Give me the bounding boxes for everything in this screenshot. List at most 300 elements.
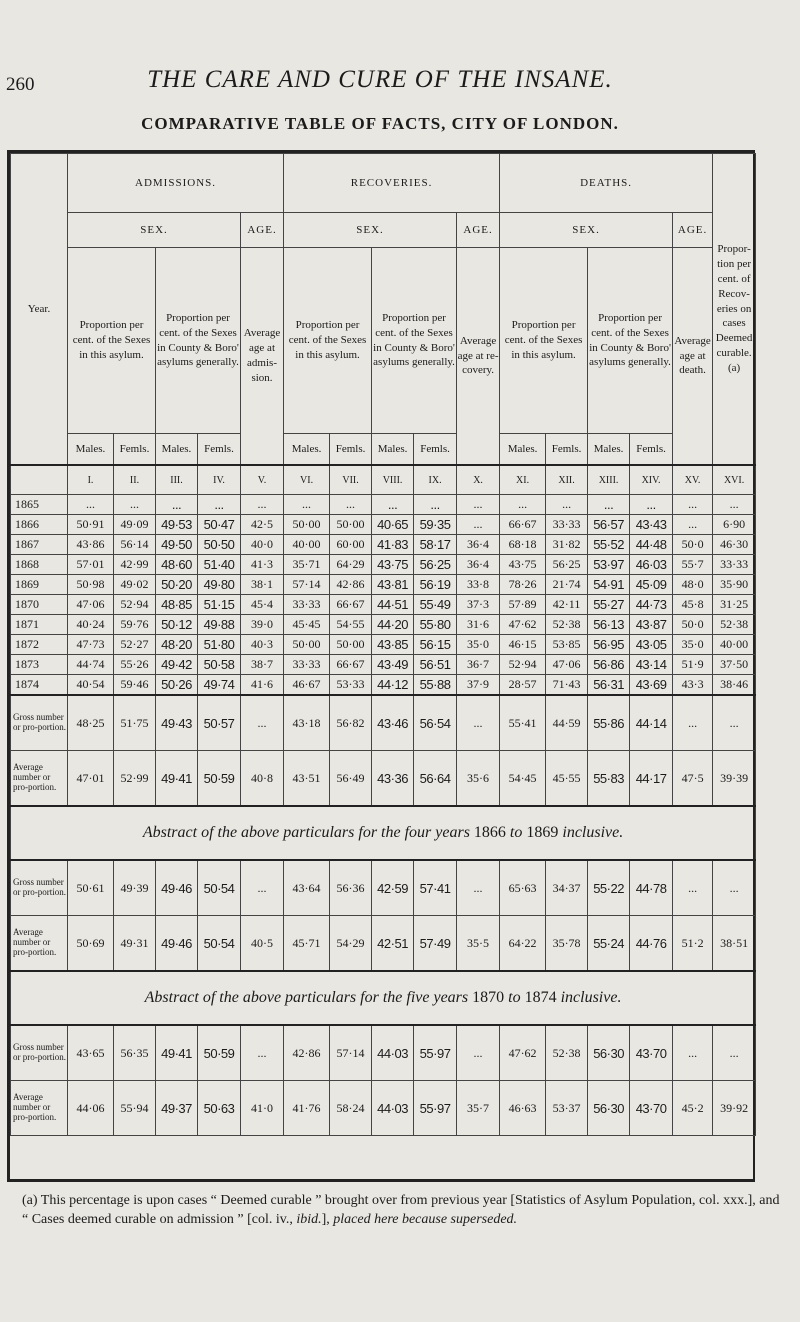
value-cell: 46·03: [630, 555, 673, 575]
value-cell: 58·17: [414, 535, 457, 555]
footnote-text: (a) This percentage is upon cases “ Deemed curable ” brought over from previous year [Statistics of Asylum Population, col. xxx.], and “ Cases deemed curable on admission ” [col. iv.,: [22, 1193, 780, 1227]
value-cell: 43·85: [372, 635, 414, 655]
abstract-to: 1869: [526, 824, 559, 841]
page-header: [0, 62, 800, 102]
value-cell: 43·65: [68, 1025, 114, 1081]
column-number: VI.: [284, 465, 330, 495]
value-cell: 50·54: [198, 916, 241, 972]
value-cell: ...: [241, 695, 284, 751]
value-cell: 66·67: [500, 515, 546, 535]
adm-prop-county-header: Proportion per cent. of the Sexes in County & Boro' asylums generally.: [156, 248, 241, 434]
value-cell: ...: [114, 495, 156, 515]
footnote-text-2: ],: [321, 1211, 334, 1227]
value-cell: 48·85: [156, 595, 198, 615]
adm-prop-asylum-header: Proportion per cent. of the Sexes in this asylum.: [68, 248, 156, 434]
femls-header: Femls.: [114, 434, 156, 466]
page-number: 260: [6, 74, 35, 95]
value-cell: 41·83: [372, 535, 414, 555]
value-cell: 48·0: [673, 575, 713, 595]
deaths-sex-header: SEX.: [500, 213, 673, 248]
value-cell: 38·7: [241, 655, 284, 675]
yearly-rows: [11, 465, 756, 695]
comparative-table: [10, 153, 756, 1136]
year-cell: 1871: [11, 615, 68, 635]
value-cell: 50·0: [673, 615, 713, 635]
average-row: [11, 916, 756, 972]
value-cell: 53·37: [546, 1081, 588, 1136]
value-cell: 43·70: [630, 1081, 673, 1136]
value-cell: 56·14: [114, 535, 156, 555]
value-cell: 44·20: [372, 615, 414, 635]
year-cell: 1866: [11, 515, 68, 535]
column-number: IX.: [414, 465, 457, 495]
table-row: [11, 575, 756, 595]
value-cell: 49·80: [198, 575, 241, 595]
value-cell: 37·3: [457, 595, 500, 615]
year-cell: 1872: [11, 635, 68, 655]
value-cell: 57·14: [330, 1025, 372, 1081]
abstract-heading-row: [11, 806, 756, 860]
value-cell: 51·80: [198, 635, 241, 655]
abstract-to: 1874: [524, 989, 557, 1006]
value-cell: 50·26: [156, 675, 198, 696]
value-cell: 49·46: [156, 916, 198, 972]
column-numbers-row: [11, 465, 756, 495]
value-cell: 49·88: [198, 615, 241, 635]
column-number: I.: [68, 465, 114, 495]
value-cell: 40·3: [241, 635, 284, 655]
value-cell: 57·49: [414, 916, 457, 972]
value-cell: 68·18: [500, 535, 546, 555]
value-cell: 44·74: [68, 655, 114, 675]
gross-label: Gross number or pro-portion.: [11, 695, 68, 751]
males-header: Males.: [372, 434, 414, 466]
average-row: [11, 1081, 756, 1136]
column-number: XII.: [546, 465, 588, 495]
value-cell: 57·14: [284, 575, 330, 595]
value-cell: 51·15: [198, 595, 241, 615]
value-cell: 35·0: [457, 635, 500, 655]
value-cell: 43·64: [284, 860, 330, 916]
gross-label: Gross number or pro-portion.: [11, 860, 68, 916]
column-number: X.: [457, 465, 500, 495]
value-cell: 36·4: [457, 555, 500, 575]
value-cell: 40·65: [372, 515, 414, 535]
value-cell: 55·83: [588, 751, 630, 807]
value-cell: ...: [457, 860, 500, 916]
value-cell: 43·14: [630, 655, 673, 675]
value-cell: 56·13: [588, 615, 630, 635]
value-cell: 57·01: [68, 555, 114, 575]
table-title: COMPARATIVE TABLE OF FACTS, CITY OF LONDON.: [141, 114, 619, 133]
value-cell: 45·09: [630, 575, 673, 595]
table-row: [11, 535, 756, 555]
value-cell: 36·4: [457, 535, 500, 555]
year-cell: 1873: [11, 655, 68, 675]
value-cell: 39·0: [241, 615, 284, 635]
value-cell: 54·91: [588, 575, 630, 595]
value-cell: 48·60: [156, 555, 198, 575]
femls-header: Femls.: [198, 434, 241, 466]
year-cell: 1865: [11, 495, 68, 515]
value-cell: 46·30: [713, 535, 756, 555]
value-cell: 71·43: [546, 675, 588, 696]
value-cell: 49·50: [156, 535, 198, 555]
value-cell: 55·24: [588, 916, 630, 972]
value-cell: 6·90: [713, 515, 756, 535]
value-cell: 38·46: [713, 675, 756, 696]
value-cell: 50·69: [68, 916, 114, 972]
value-cell: 41·3: [241, 555, 284, 575]
table-row: [11, 495, 756, 515]
gross-row: [11, 695, 756, 751]
rec-prop-county-header: Proportion per cent. of the Sexes in County & Boro' asylums generally.: [372, 248, 457, 434]
year-cell: 1867: [11, 535, 68, 555]
value-cell: 50·91: [68, 515, 114, 535]
abstract-to_word: to: [504, 989, 525, 1006]
value-cell: 50·47: [198, 515, 241, 535]
value-cell: 44·12: [372, 675, 414, 696]
value-cell: 40·5: [241, 916, 284, 972]
value-cell: ...: [588, 495, 630, 515]
value-cell: ...: [156, 495, 198, 515]
value-cell: 50·59: [198, 751, 241, 807]
value-cell: 48·25: [68, 695, 114, 751]
value-cell: 49·46: [156, 860, 198, 916]
value-cell: 52·99: [114, 751, 156, 807]
gross-row: [11, 1025, 756, 1081]
value-cell: 35·71: [284, 555, 330, 575]
value-cell: 44·51: [372, 595, 414, 615]
value-cell: 46·67: [284, 675, 330, 696]
column-number: V.: [241, 465, 284, 495]
value-cell: 38·51: [713, 916, 756, 972]
value-cell: ...: [330, 495, 372, 515]
value-cell: 49·41: [156, 1025, 198, 1081]
recoveries-sex-header: SEX.: [284, 213, 457, 248]
value-cell: ...: [241, 860, 284, 916]
value-cell: 53·85: [546, 635, 588, 655]
value-cell: ...: [457, 495, 500, 515]
value-cell: ...: [241, 1025, 284, 1081]
value-cell: ...: [457, 695, 500, 751]
abstract-prefix: Abstract of the above particulars for the five years: [144, 989, 473, 1006]
value-cell: 56·49: [330, 751, 372, 807]
value-cell: 43·46: [372, 695, 414, 751]
value-cell: 55·97: [414, 1081, 457, 1136]
value-cell: ...: [284, 495, 330, 515]
value-cell: 55·97: [414, 1025, 457, 1081]
value-cell: 49·74: [198, 675, 241, 696]
value-cell: 36·7: [457, 655, 500, 675]
value-cell: 64·29: [330, 555, 372, 575]
value-cell: 40·00: [713, 635, 756, 655]
value-cell: 44·78: [630, 860, 673, 916]
admissions-header: ADMISSIONS.: [68, 154, 284, 213]
value-cell: 65·63: [500, 860, 546, 916]
value-cell: ...: [372, 495, 414, 515]
value-cell: 56·64: [414, 751, 457, 807]
value-cell: 66·67: [330, 655, 372, 675]
value-cell: 42·86: [330, 575, 372, 595]
value-cell: 55·52: [588, 535, 630, 555]
value-cell: 43·75: [372, 555, 414, 575]
value-cell: 45·4: [241, 595, 284, 615]
abstract-heading-row: [11, 971, 756, 1025]
dth-prop-county-header: Proportion per cent. of the Sexes in County & Boro' asylums generally.: [588, 248, 673, 434]
value-cell: 49·41: [156, 751, 198, 807]
value-cell: 43·43: [630, 515, 673, 535]
value-cell: ...: [68, 495, 114, 515]
value-cell: 49·31: [114, 916, 156, 972]
value-cell: 52·38: [713, 615, 756, 635]
value-cell: 49·39: [114, 860, 156, 916]
value-cell: 55·41: [500, 695, 546, 751]
value-cell: 52·94: [500, 655, 546, 675]
value-cell: 56·30: [588, 1025, 630, 1081]
value-cell: ...: [713, 695, 756, 751]
abstract-suffix: inclusive.: [558, 824, 624, 841]
value-cell: ...: [241, 495, 284, 515]
column-number: VII.: [330, 465, 372, 495]
column-number: VIII.: [372, 465, 414, 495]
value-cell: 54·55: [330, 615, 372, 635]
value-cell: ...: [713, 860, 756, 916]
value-cell: 43·86: [68, 535, 114, 555]
value-cell: ...: [457, 515, 500, 535]
value-cell: 56·86: [588, 655, 630, 675]
value-cell: 58·24: [330, 1081, 372, 1136]
value-cell: 59·46: [114, 675, 156, 696]
value-cell: 44·59: [546, 695, 588, 751]
value-cell: 50·00: [284, 635, 330, 655]
footnote-ibid: ibid.: [296, 1211, 322, 1227]
value-cell: 56·95: [588, 635, 630, 655]
avg-death-header: Average age at death.: [673, 248, 713, 466]
deaths-age-header: AGE.: [673, 213, 713, 248]
value-cell: 49·53: [156, 515, 198, 535]
value-cell: 56·57: [588, 515, 630, 535]
value-cell: 56·30: [588, 1081, 630, 1136]
value-cell: ...: [673, 1025, 713, 1081]
value-cell: ...: [673, 860, 713, 916]
value-cell: ...: [713, 1025, 756, 1081]
column-number: III.: [156, 465, 198, 495]
value-cell: 39·92: [713, 1081, 756, 1136]
year-cell: 1869: [11, 575, 68, 595]
value-cell: 45·2: [673, 1081, 713, 1136]
femls-header: Femls.: [630, 434, 673, 466]
value-cell: 51·9: [673, 655, 713, 675]
value-cell: 40·24: [68, 615, 114, 635]
value-cell: 52·38: [546, 1025, 588, 1081]
dth-prop-asylum-header: Proportion per cent. of the Sexes in this asylum.: [500, 248, 588, 434]
value-cell: 33·33: [284, 655, 330, 675]
value-cell: 55·22: [588, 860, 630, 916]
value-cell: 66·67: [330, 595, 372, 615]
abstract-prefix: Abstract of the above particulars for the four years: [142, 824, 474, 841]
value-cell: 57·89: [500, 595, 546, 615]
value-cell: 50·00: [284, 515, 330, 535]
table-row: [11, 595, 756, 615]
value-cell: 43·05: [630, 635, 673, 655]
value-cell: 50·00: [330, 515, 372, 535]
value-cell: 43·3: [673, 675, 713, 696]
value-cell: 51·75: [114, 695, 156, 751]
recoveries-age-header: AGE.: [457, 213, 500, 248]
value-cell: 43·87: [630, 615, 673, 635]
value-cell: 47·01: [68, 751, 114, 807]
value-cell: 35·5: [457, 916, 500, 972]
year-cell: 1874: [11, 675, 68, 696]
value-cell: 50·59: [198, 1025, 241, 1081]
value-cell: 52·27: [114, 635, 156, 655]
abstract-from: 1866: [473, 824, 506, 841]
value-cell: 54·45: [500, 751, 546, 807]
value-cell: 41·76: [284, 1081, 330, 1136]
value-cell: 42·99: [114, 555, 156, 575]
column-number: II.: [114, 465, 156, 495]
value-cell: 64·22: [500, 916, 546, 972]
value-cell: 48·20: [156, 635, 198, 655]
femls-header: Femls.: [414, 434, 457, 466]
column-number: XIII.: [588, 465, 630, 495]
running-title: THE CARE AND CURE OF THE INSANE.: [147, 66, 613, 93]
value-cell: 45·8: [673, 595, 713, 615]
value-cell: 56·25: [414, 555, 457, 575]
value-cell: 49·42: [156, 655, 198, 675]
value-cell: 43·81: [372, 575, 414, 595]
value-cell: 44·06: [68, 1081, 114, 1136]
column-number: XV.: [673, 465, 713, 495]
column-number: XIV.: [630, 465, 673, 495]
value-cell: ...: [546, 495, 588, 515]
average-label: Average number or pro-portion.: [11, 751, 68, 807]
table-row: [11, 615, 756, 635]
value-cell: 52·94: [114, 595, 156, 615]
value-cell: 34·37: [546, 860, 588, 916]
table-row: [11, 515, 756, 535]
value-cell: 55·88: [414, 675, 457, 696]
value-cell: 50·63: [198, 1081, 241, 1136]
value-cell: ...: [198, 495, 241, 515]
admissions-age-header: AGE.: [241, 213, 284, 248]
value-cell: 50·00: [330, 635, 372, 655]
value-cell: 50·50: [198, 535, 241, 555]
value-cell: 59·35: [414, 515, 457, 535]
abstract-from: 1870: [472, 989, 505, 1006]
value-cell: 55·49: [414, 595, 457, 615]
value-cell: 51·40: [198, 555, 241, 575]
value-cell: 53·33: [330, 675, 372, 696]
recoveries-header: RECOVERIES.: [284, 154, 500, 213]
value-cell: ...: [673, 515, 713, 535]
value-cell: 56·82: [330, 695, 372, 751]
rec-prop-asylum-header: Proportion per cent. of the Sexes in this asylum.: [284, 248, 372, 434]
value-cell: 33·33: [713, 555, 756, 575]
abstract-heading: [11, 971, 756, 1025]
value-cell: 44·76: [630, 916, 673, 972]
value-cell: 53·97: [588, 555, 630, 575]
value-cell: 45·45: [284, 615, 330, 635]
value-cell: 50·0: [673, 535, 713, 555]
value-cell: 50·12: [156, 615, 198, 635]
value-cell: 44·17: [630, 751, 673, 807]
value-cell: 54·29: [330, 916, 372, 972]
value-cell: 56·54: [414, 695, 457, 751]
value-cell: 35·0: [673, 635, 713, 655]
value-cell: 49·37: [156, 1081, 198, 1136]
value-cell: 50·57: [198, 695, 241, 751]
year-cell: 1868: [11, 555, 68, 575]
value-cell: 43·36: [372, 751, 414, 807]
value-cell: 40·8: [241, 751, 284, 807]
value-cell: 49·43: [156, 695, 198, 751]
value-cell: 56·19: [414, 575, 457, 595]
value-cell: 40·00: [284, 535, 330, 555]
value-cell: 43·51: [284, 751, 330, 807]
value-cell: 47·73: [68, 635, 114, 655]
value-cell: 50·98: [68, 575, 114, 595]
value-cell: 60·00: [330, 535, 372, 555]
value-cell: 46·63: [500, 1081, 546, 1136]
value-cell: ...: [500, 495, 546, 515]
value-cell: ...: [713, 495, 756, 515]
value-cell: 42·5: [241, 515, 284, 535]
femls-header: Femls.: [330, 434, 372, 466]
value-cell: 44·73: [630, 595, 673, 615]
value-cell: 35·6: [457, 751, 500, 807]
value-cell: 31·25: [713, 595, 756, 615]
value-cell: 44·14: [630, 695, 673, 751]
value-cell: 52·38: [546, 615, 588, 635]
value-cell: 50·54: [198, 860, 241, 916]
value-cell: 31·82: [546, 535, 588, 555]
value-cell: 55·27: [588, 595, 630, 615]
value-cell: 55·26: [114, 655, 156, 675]
value-cell: 47·5: [673, 751, 713, 807]
table-row: [11, 555, 756, 575]
average-row: [11, 751, 756, 807]
value-cell: 50·58: [198, 655, 241, 675]
value-cell: 56·51: [414, 655, 457, 675]
value-cell: 56·31: [588, 675, 630, 696]
value-cell: 57·41: [414, 860, 457, 916]
males-header: Males.: [156, 434, 198, 466]
value-cell: 44·03: [372, 1025, 414, 1081]
admissions-sex-header: SEX.: [68, 213, 241, 248]
value-cell: 33·8: [457, 575, 500, 595]
value-cell: 37·50: [713, 655, 756, 675]
males-header: Males.: [68, 434, 114, 466]
average-label: Average number or pro-portion.: [11, 1081, 68, 1136]
value-cell: 33·33: [546, 515, 588, 535]
column-number: XI.: [500, 465, 546, 495]
value-cell: ...: [673, 695, 713, 751]
value-cell: 50·20: [156, 575, 198, 595]
value-cell: 21·74: [546, 575, 588, 595]
value-cell: 42·86: [284, 1025, 330, 1081]
femls-header: Femls.: [546, 434, 588, 466]
value-cell: 35·78: [546, 916, 588, 972]
value-cell: 56·35: [114, 1025, 156, 1081]
value-cell: 51·2: [673, 916, 713, 972]
value-cell: 44·03: [372, 1081, 414, 1136]
column-number: IV.: [198, 465, 241, 495]
year-col-blank: [11, 465, 68, 495]
value-cell: 31·6: [457, 615, 500, 635]
males-header: Males.: [500, 434, 546, 466]
